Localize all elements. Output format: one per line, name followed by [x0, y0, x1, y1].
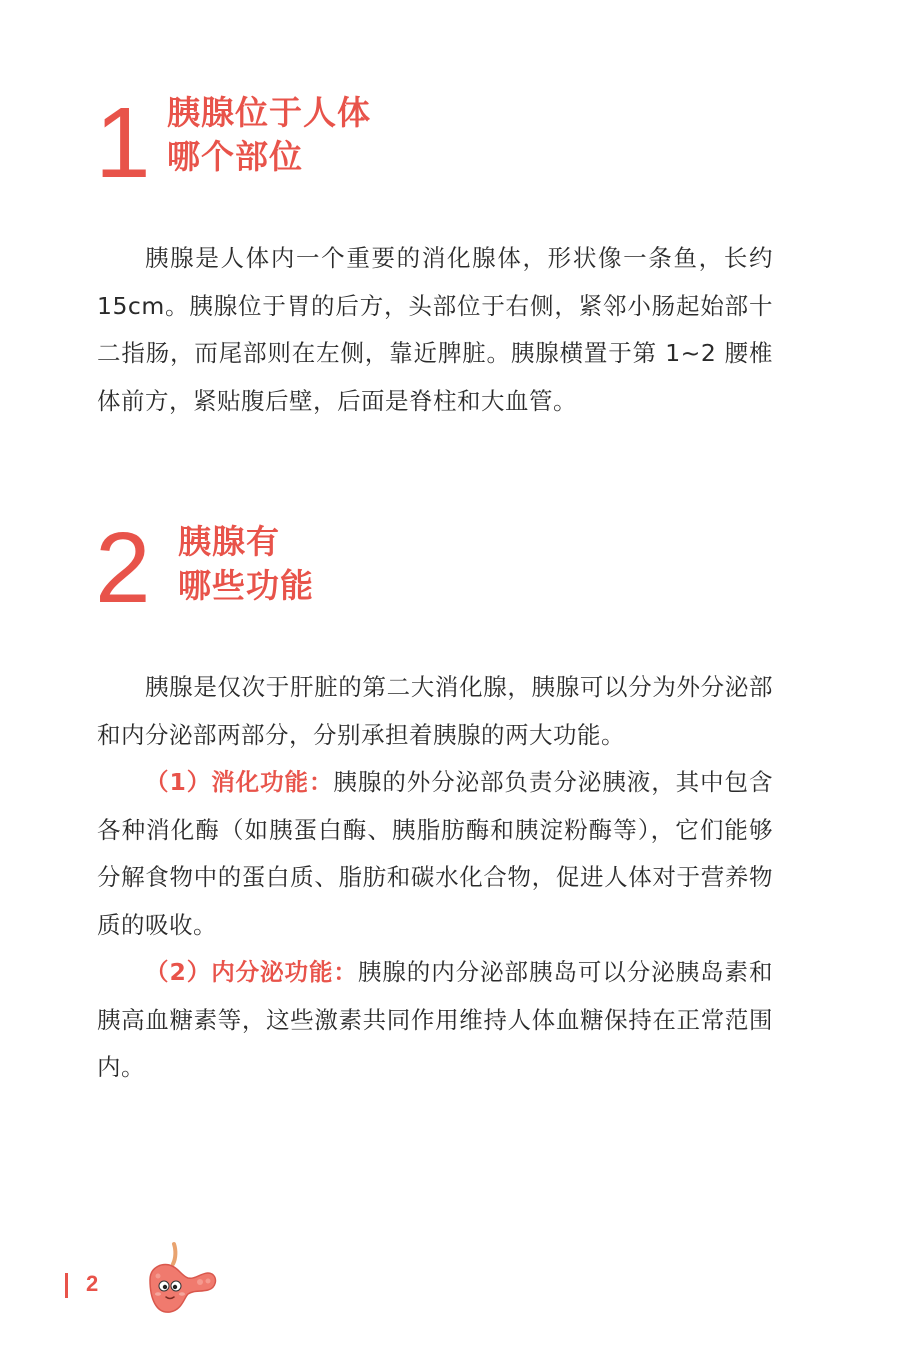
- page-number: 2: [86, 1271, 99, 1296]
- item-2-label: （2）内分泌功能：: [145, 958, 358, 986]
- section-1-number: 1: [95, 87, 151, 199]
- section-2-number: 2: [95, 512, 151, 624]
- section-2-item-2: [97, 949, 773, 1092]
- section-1-title-line1: 胰腺位于人体: [167, 93, 371, 132]
- section-2-intro: 胰腺是仅次于肝脏的第二大消化腺，胰腺可以分为外分泌部和内分泌部两部分，分别承担着胰腺的两大功能。: [97, 673, 773, 749]
- item-1-text: 胰腺的外分泌部负责分泌胰液，其中包含各种消化酶（如胰蛋白酶、胰脂肪酶和胰淀粉酶等），它们能够分解食物中的蛋白质、脂肪和碳水化合物，促进人体对于营养物质的吸收。: [97, 768, 773, 939]
- section-2-body: [97, 664, 773, 1092]
- pancreas-mascot-icon: [140, 1240, 220, 1320]
- section-2-title-line2: 哪些功能: [178, 566, 314, 605]
- section-2-title: [178, 520, 314, 608]
- section-1-title-line2: 哪个部位: [167, 137, 303, 176]
- section-2-item-1: [97, 759, 773, 949]
- section-1-body: [97, 235, 773, 425]
- footer-divider: [65, 1273, 68, 1298]
- section-1-paragraph: 胰腺是人体内一个重要的消化腺体，形状像一条鱼，长约15cm。胰腺位于胃的后方，头部位于右侧，紧邻小肠起始部十二指肠，而尾部则在左侧，靠近脾脏。胰腺横置于第 1~2 腰椎体前方，紧贴腹后壁，后面是脊柱和大血管。: [97, 244, 773, 415]
- section-1-title: [167, 91, 371, 179]
- item-2-text: 胰腺的内分泌部胰岛可以分泌胰岛素和胰高血糖素等，这些激素共同作用维持人体血糖保持在正常范围内。: [97, 958, 774, 1081]
- section-2-title-line1: 胰腺有: [178, 522, 280, 561]
- item-1-label: （1）消化功能：: [145, 768, 334, 796]
